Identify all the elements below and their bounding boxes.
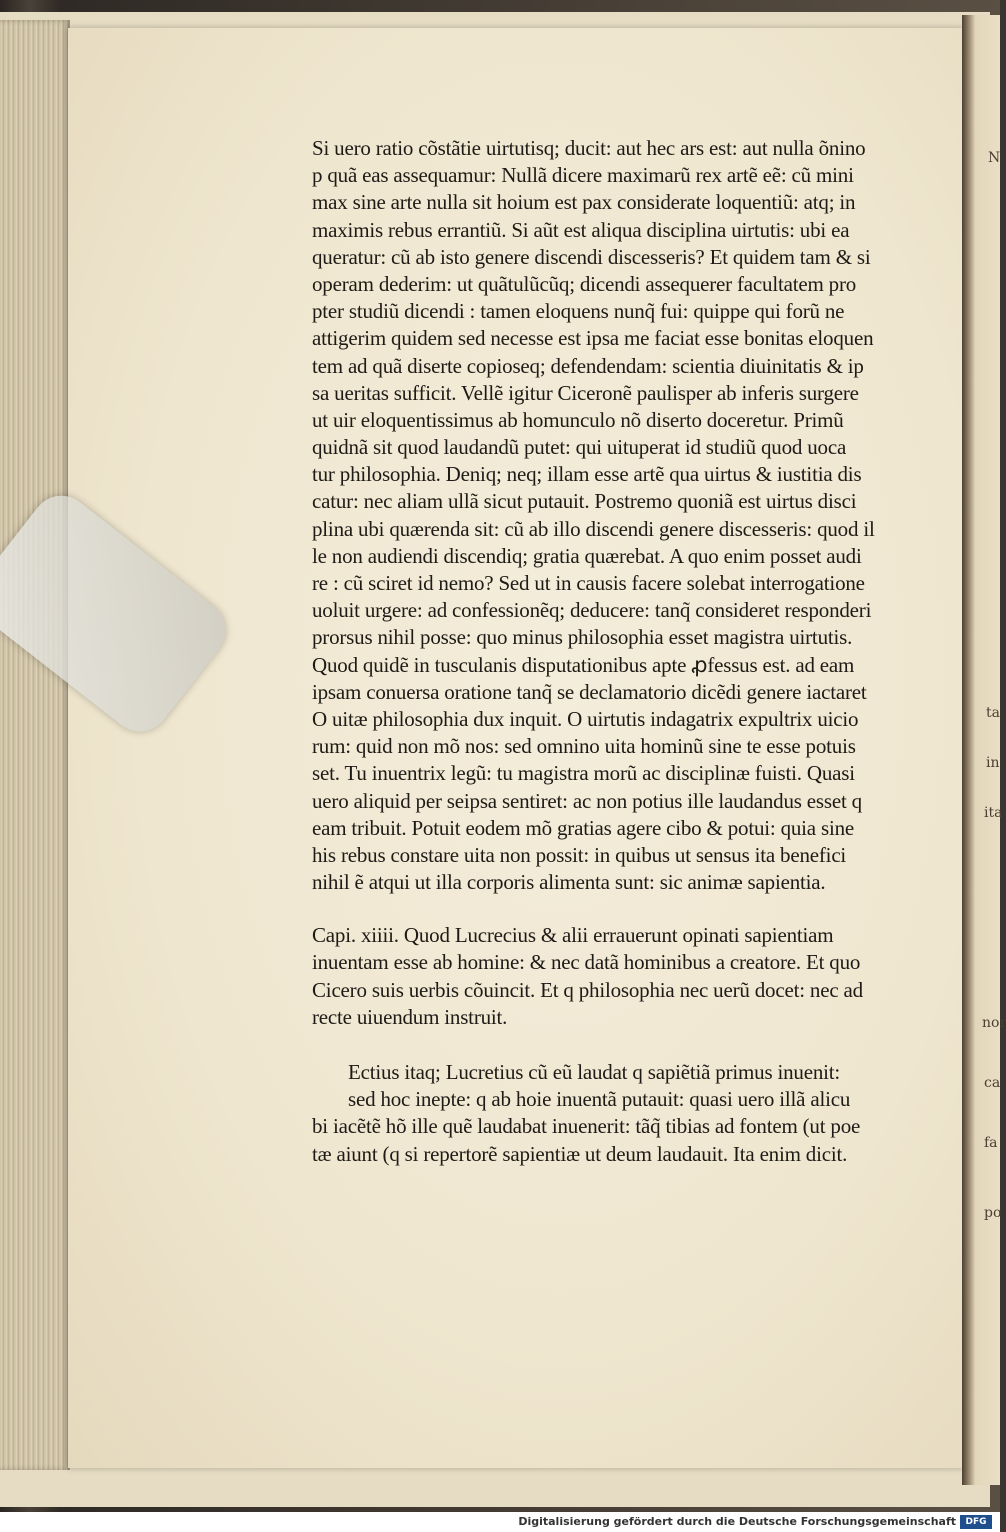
gutter-mark: fa [984, 1135, 998, 1151]
chapter-incipit [312, 1059, 922, 1168]
digitization-footer [0, 1512, 1000, 1532]
page-text [312, 135, 922, 1168]
footer-credit: Digitalisierung gefördert durch die Deutsche Forschungsgemeinschaft [518, 1515, 956, 1528]
text-line: eam tribuit. Potuit eodem mõ gratias agere cibo & potui: quia sine [312, 815, 855, 840]
text-line: p quã eas assequamur: Nullã dicere maximarũ rex artẽ eẽ: cũ mini [312, 163, 854, 188]
text-line: uoluit urgere: ad confessionẽq; deducere: tanq̃ consideret responderi [312, 598, 872, 623]
text-line: attigerim quidem sed necesse est ipsa me faciat esse bonitas eloquen [312, 326, 874, 351]
facing-page-gutter [962, 15, 1006, 1485]
text-line: maximis rebus errantiũ. Si aũt est aliqua disciplina uirtutis: ubi ea [312, 217, 850, 242]
gutter-mark: N [988, 150, 1001, 166]
text-line: catur: nec aliam ullã sicut putauit. Postremo quoniã est uirtus disci [312, 489, 857, 514]
text-line: max sine arte nulla sit hoium est pax considerate loquentiũ: atq; in [312, 190, 856, 215]
text-line: le non audiendi discendiq; gratia quærebat. A quo enim posset audi [312, 543, 862, 568]
text-line: sa ueritas sufficit. Vellẽ igitur Ciceronẽ paulisper ab inferis surgere [312, 380, 859, 405]
text-line: pter studiũ dicendi : tamen eloquens nunq̃ fui: quippe qui forũ ne [312, 299, 845, 324]
chapter-line: Capi. xiiii. Quod Lucrecius & alii errauerunt opinati sapientiam [312, 923, 834, 948]
text-line: prorsus nihil posse: quo minus philosophia esset magistra uirtutis. [312, 625, 853, 650]
body-paragraph [312, 135, 922, 896]
text-line: rum: quid non mõ nos: sed omnino uita hominũ sine te esse potuis [312, 734, 856, 759]
dfg-logo: DFG [960, 1515, 992, 1529]
chapter-line: recte uiuendum instruit. [312, 1004, 508, 1029]
text-line: queratur: cũ ab isto genere discendi discesseris? Et quidem tam & si [312, 244, 871, 269]
text-line: uero aliquid per seipsa sentiret: ac non potius ille laudandus esset q [312, 788, 862, 813]
text-line: Si uero ratio cõstãtie uirtutisq; ducit: aut hec ars est: aut nulla õnino [312, 136, 866, 160]
gutter-mark: nor [982, 1015, 1006, 1031]
chapter-line: Cicero suis uerbis cõuincit. Et q philosophia nec uerũ docet: nec ad [312, 977, 863, 1002]
incipit-line: tæ aiunt (q si repertorẽ sapientiæ ut deum laudauit. Ita enim dicit. [312, 1141, 848, 1166]
text-line: his rebus constare uita non possit: in quibus ut sensus ita benefici [312, 842, 847, 867]
text-line: ut uir eloquentissimus ab homunculo nõ diserto doceretur. Primũ [312, 407, 844, 432]
incipit-line: Ectius itaq; Lucretius cũ eũ laudat q sapiẽtiã primus inuenit: [348, 1060, 841, 1084]
text-line: nihil ẽ atqui ut illa corporis alimenta sunt: sic animæ sapientia. [312, 870, 826, 895]
text-line: quidnã sit quod laudandũ putet: qui uituperat id studiũ quod uoca [312, 435, 847, 460]
gutter-mark: po [984, 1205, 1002, 1221]
text-line: set. Tu inuentrix legũ: tu magistra morũ ac disciplinæ fuisti. Quasi [312, 761, 855, 786]
text-line: tur philosophia. Deniq; neq; illam esse artẽ qua uirtus & iustitia dis [312, 462, 862, 487]
incipit-line: bi iacẽtẽ hõ ille quẽ laudabat inuenerit: tãq̃ tibias ad fontem (ut poe [312, 1114, 861, 1139]
gutter-mark: ca [984, 1075, 1001, 1091]
gutter-mark: ita [984, 805, 1003, 821]
page-edges [0, 20, 70, 1470]
incipit-line: sed hoc inepte: q ab hoie inuentã putauit: quasi uero illã alicu [348, 1087, 851, 1112]
text-line: Quod quidẽ in tusculanis disputationibus apte ꝓfessus est. ad eam [312, 652, 855, 677]
text-line: plina ubi quærenda sit: cũ ab illo discendi genere discesseris: quod il [312, 516, 875, 541]
text-line: re : cũ sciret id nemo? Sed ut in causis facere solebat interrogatione [312, 571, 865, 595]
gutter-mark: in [986, 755, 1000, 771]
text-line: ipsam conuersa oratione tanq̃ se declamatorio dicẽdi genere iactaret [312, 679, 867, 704]
chapter-heading [312, 922, 922, 1031]
chapter-line: inuentam esse ab homine: & nec datã hominibus a creatore. Et quo [312, 950, 861, 975]
gutter-mark: ta [986, 705, 1000, 721]
text-line: operam dederim: ut quãtulũcũq; dicendi assequerer facultatem pro [312, 271, 857, 296]
text-line: O uitæ philosophia dux inquit. O uirtutis indagatrix expultrix uicio [312, 706, 859, 731]
text-line: tem ad quã diserte copioseq; defendendam: scientia diuinitatis & ip [312, 353, 864, 378]
